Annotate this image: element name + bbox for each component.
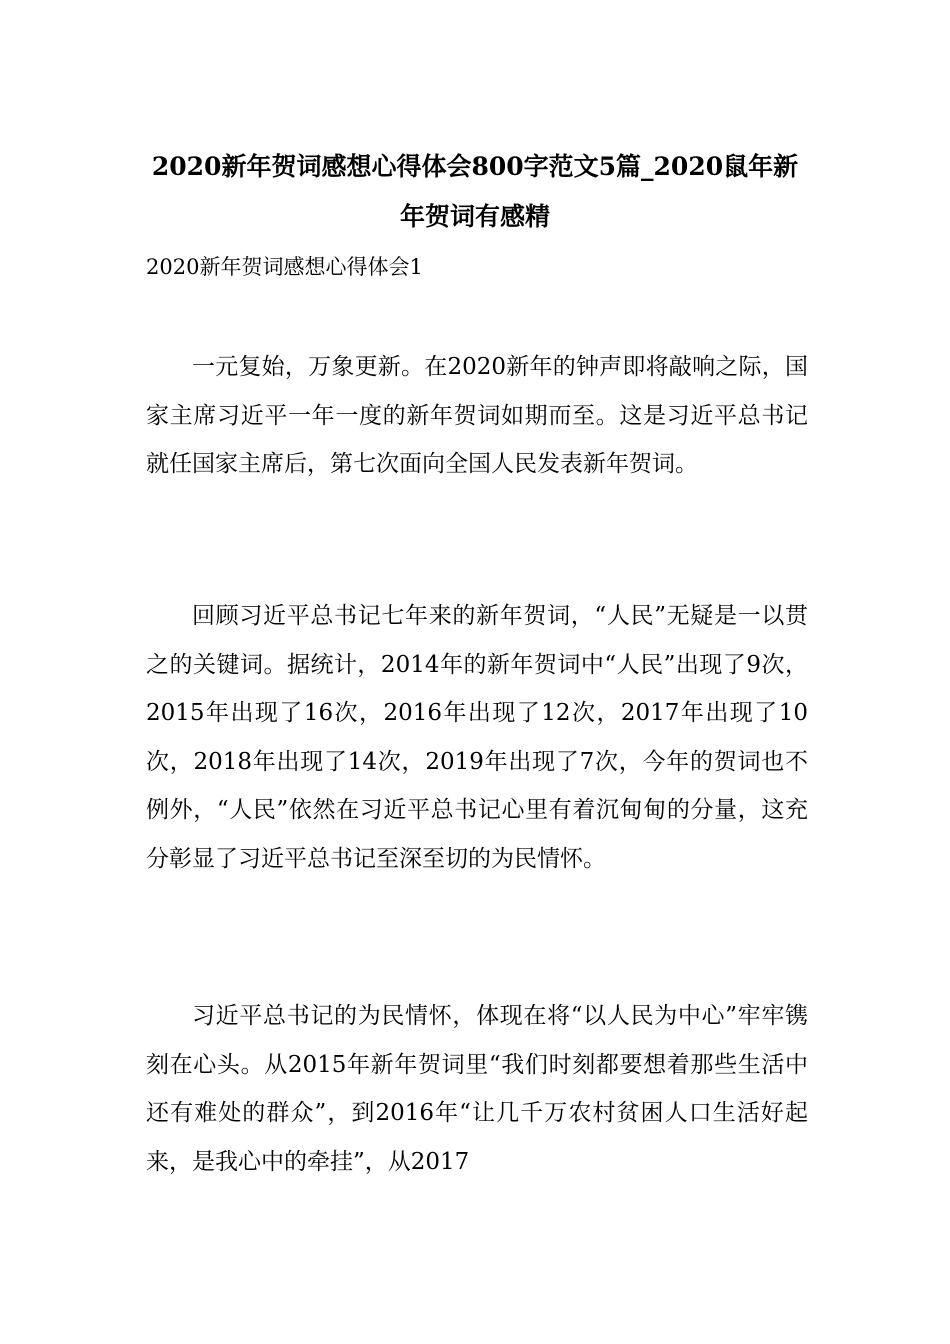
paragraph-1: 一元复始，万象更新。在2020新年的钟声即将敲响之际，国家主席习近平一年一度的新年贺词如期而至。这是习近平总书记就任国家主席后，第七次面向全国人民发表新年贺词。 [146,354,808,477]
paragraph-3: 习近平总书记的为民情怀，体现在将“以人民为中心”牢牢镌刻在心头。从2015年新年贺词里“我们时刻都要想着那些生活中还有难处的群众”，到2016年“让几千万农村贫困人口生活好起来，是我心中的牵挂”，从2017 [146,1003,808,1175]
section-heading: 2020新年贺词感想心得体会1 [146,255,423,279]
paragraph-2: 回顾习近平总书记七年来的新年贺词，“人民”无疑是一以贯之的关键词。据统计，2014年的新年贺词中“人民”出现了9次，2015年出现了16次，2016年出现了12次，2017年出现了10次，2018年出现了14次，2019年出现了7次，今年的贺词也不例外，“人民”依然在习近平总书记心里有着沉甸甸的分量，这充分彰显了习近平总书记至深至切的为民情怀。 [146,603,808,872]
document-title: 2020新年贺词感想心得体会800字范文5篇_2020鼠年新年贺词有感精 [151,152,799,231]
